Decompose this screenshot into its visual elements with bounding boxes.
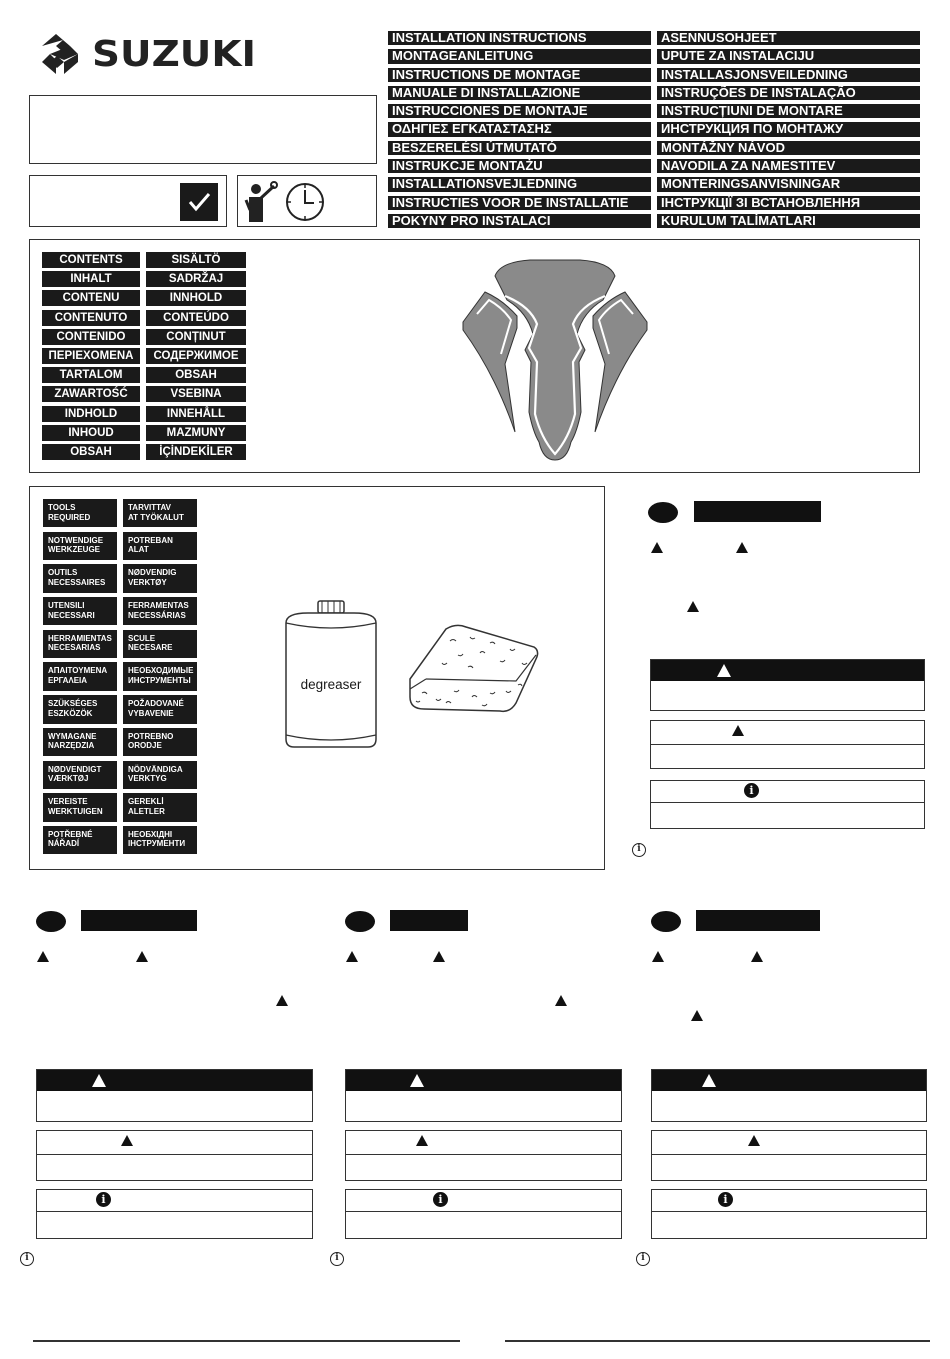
contents-label: MAZMUNY bbox=[146, 425, 246, 441]
brand-name: SUZUKI bbox=[92, 33, 256, 75]
language-code-badge bbox=[36, 911, 66, 932]
tools-required-label: OUTILS NECESSAIRES bbox=[43, 564, 117, 592]
warning-triangle-icon bbox=[732, 725, 744, 736]
caution-notice-box bbox=[651, 1130, 927, 1181]
instruction-title-label: INSTALLATIONSVEJLEDNING bbox=[388, 177, 651, 191]
instruction-title-label: INSTRUCTIES VOOR DE INSTALLATIE bbox=[388, 196, 651, 210]
footer-rule bbox=[505, 1340, 930, 1342]
info-icon: i bbox=[744, 783, 759, 798]
tools-required-label: POTREBAN ALAT bbox=[123, 532, 197, 560]
instruction-title-label: MONTÁŽNY NÁVOD bbox=[657, 141, 920, 155]
language-code-badge bbox=[651, 911, 681, 932]
warning-triangle-icon bbox=[276, 995, 288, 1006]
contents-label: CONTENTS bbox=[42, 252, 140, 268]
warning-triangle-icon bbox=[702, 1070, 716, 1087]
tools-required-labels bbox=[43, 499, 197, 854]
instruction-title-label: INSTRUCȚIUNI DE MONTARE bbox=[657, 104, 920, 118]
caution-header bbox=[37, 1135, 312, 1155]
info-icon: i bbox=[636, 1252, 650, 1266]
tools-required-label: GEREKLİ ALETLER bbox=[123, 793, 197, 821]
time-box bbox=[237, 175, 377, 227]
info-icon: i bbox=[20, 1252, 34, 1266]
instruction-title-label: INSTRUCTIONS DE MONTAGE bbox=[388, 68, 651, 82]
caution-notice-box bbox=[650, 720, 925, 769]
warning-triangle-icon bbox=[691, 1010, 703, 1021]
contents-label: ΠΕΡΙΕΧΟΜΕΝΑ bbox=[42, 348, 140, 364]
instruction-title-label: INSTRUKCJE MONTAŻU bbox=[388, 159, 651, 173]
contents-label: INNEHÅLL bbox=[146, 406, 246, 422]
note-header bbox=[651, 783, 924, 803]
instruction-title-label: ИНСТРУКЦИЯ ПО МОНТАЖУ bbox=[657, 122, 920, 136]
contents-label: CONTEÚDO bbox=[146, 310, 246, 326]
section-heading-bar bbox=[694, 501, 821, 522]
contents-label: SADRŽAJ bbox=[146, 271, 246, 287]
warning-header bbox=[651, 660, 924, 681]
contents-label: СОДЕРЖИМОЕ bbox=[146, 348, 246, 364]
note-notice-box bbox=[36, 1189, 313, 1239]
warning-notice-box bbox=[36, 1069, 313, 1122]
instruction-title-label: MONTERINGSANVISNINGAR bbox=[657, 177, 920, 191]
contents-label: OBSAH bbox=[42, 444, 140, 460]
warning-triangle-icon bbox=[92, 1070, 106, 1087]
windscreen-part-illustration bbox=[455, 254, 655, 466]
caution-notice-box bbox=[36, 1130, 313, 1181]
warning-triangle-icon bbox=[346, 951, 358, 962]
tools-required-box bbox=[29, 486, 605, 870]
suzuki-logo bbox=[36, 32, 268, 76]
sponge-icon bbox=[406, 619, 542, 731]
warning-triangle-icon bbox=[751, 951, 763, 962]
section-heading-bar bbox=[390, 910, 468, 931]
checkmark-icon bbox=[180, 183, 218, 221]
tools-required-label: POŽADOVANÉ VYBAVENIE bbox=[123, 695, 197, 723]
tools-required-label: HERRAMIENTAS NECESARIAS bbox=[43, 630, 117, 658]
warning-header bbox=[346, 1070, 621, 1091]
warning-triangle-icon bbox=[416, 1135, 428, 1146]
warning-triangle-icon bbox=[136, 951, 148, 962]
difficulty-box bbox=[29, 175, 227, 227]
contents-label: INDHOLD bbox=[42, 406, 140, 422]
instruction-title-label: POKYNY PRO INSTALACI bbox=[388, 214, 651, 228]
note-header bbox=[37, 1192, 312, 1212]
info-icon: i bbox=[96, 1192, 111, 1207]
contents-label: VSEBINA bbox=[146, 386, 246, 402]
note-notice-box bbox=[345, 1189, 622, 1239]
caution-notice-box bbox=[345, 1130, 622, 1181]
note-header bbox=[346, 1192, 621, 1212]
degreaser-label: degreaser bbox=[300, 677, 362, 692]
part-description-box bbox=[29, 95, 377, 164]
tools-required-label: NÖDVÄNDIGA VERKTYG bbox=[123, 761, 197, 789]
warning-triangle-icon bbox=[651, 542, 663, 553]
tools-required-label: POTŘEBNÉ NÁŘADÍ bbox=[43, 826, 117, 854]
instruction-title-label: INSTALLATION INSTRUCTIONS bbox=[388, 31, 651, 45]
contents-label: INNHOLD bbox=[146, 290, 246, 306]
section-heading-bar bbox=[696, 910, 820, 931]
instruction-title-label: ASENNUSOHJEET bbox=[657, 31, 920, 45]
language-code-badge bbox=[648, 502, 678, 523]
mechanic-icon bbox=[244, 180, 278, 224]
contents-label: OBSAH bbox=[146, 367, 246, 383]
instruction-title-label: INSTALLASJONSVEILEDNING bbox=[657, 68, 920, 82]
warning-notice-box bbox=[650, 659, 925, 711]
tools-required-label: НЕОБХІДНІ ІНСТРУМЕНТИ bbox=[123, 826, 197, 854]
instruction-title-label: BESZERELÉSI ÚTMUTATÓ bbox=[388, 141, 651, 155]
warning-notice-box bbox=[345, 1069, 622, 1122]
tools-required-label: FERRAMENTAS NECESSÁRIAS bbox=[123, 597, 197, 625]
tools-required-label: SZÜKSÉGES ESZKÖZÖK bbox=[43, 695, 117, 723]
contents-label: CONTENU bbox=[42, 290, 140, 306]
info-icon: i bbox=[330, 1252, 344, 1266]
contents-label: INHOUD bbox=[42, 425, 140, 441]
tools-required-label: НЕОБХОДИМЫЕ ИНСТРУМЕНТЫ bbox=[123, 662, 197, 690]
warning-triangle-icon bbox=[717, 660, 731, 677]
tools-required-label: UTENSILI NECESSARI bbox=[43, 597, 117, 625]
note-notice-box bbox=[650, 780, 925, 829]
warning-triangle-icon bbox=[37, 951, 49, 962]
instruction-title-label: ІНСТРУКЦІЇ ЗІ ВСТАНОВЛЕННЯ bbox=[657, 196, 920, 210]
instruction-title-label: INSTRUÇÕES DE INSTALAÇÃO bbox=[657, 86, 920, 100]
caution-header bbox=[346, 1135, 621, 1155]
warning-triangle-icon bbox=[433, 951, 445, 962]
instruction-title-label: KURULUM TALİMATLARI bbox=[657, 214, 920, 228]
warning-triangle-icon bbox=[410, 1070, 424, 1087]
tools-required-label: TOOLS REQUIRED bbox=[43, 499, 117, 527]
contents-label: TARTALOM bbox=[42, 367, 140, 383]
contents-label: ZAWARTOŚĆ bbox=[42, 386, 140, 402]
instruction-title-label: ΟΔΗΓΙΕΣ ΕΓΚΑΤΑΣΤΑΣΗΣ bbox=[388, 122, 651, 136]
tools-required-label: SCULE NECESARE bbox=[123, 630, 197, 658]
tools-required-label: ΑΠΑΙΤΟΥΜΕΝΑ ΕΡΓΑΛΕΙΑ bbox=[43, 662, 117, 690]
tools-required-label: TARVITTAV AT TYÖKALUT bbox=[123, 499, 197, 527]
contents-label: INHALT bbox=[42, 271, 140, 287]
warning-header bbox=[37, 1070, 312, 1091]
instruction-title-label: UPUTE ZA INSTALACIJU bbox=[657, 49, 920, 63]
contents-labels bbox=[42, 252, 246, 460]
footer-rule bbox=[33, 1340, 460, 1342]
contents-label: CONTENUTO bbox=[42, 310, 140, 326]
instruction-title-label: MONTAGEANLEITUNG bbox=[388, 49, 651, 63]
tools-required-label: NØDVENDIG VERKTØY bbox=[123, 564, 197, 592]
warning-triangle-icon bbox=[687, 601, 699, 612]
section-heading-bar bbox=[81, 910, 197, 931]
warning-triangle-icon bbox=[736, 542, 748, 553]
warning-notice-box bbox=[651, 1069, 927, 1122]
contents-box bbox=[29, 239, 920, 473]
tools-required-label: POTREBNO ORODJE bbox=[123, 728, 197, 756]
contents-label: SISÄLTÖ bbox=[146, 252, 246, 268]
clock-icon bbox=[284, 181, 326, 223]
contents-label: İÇİNDEKİLER bbox=[146, 444, 246, 460]
warning-triangle-icon bbox=[555, 995, 567, 1006]
warning-triangle-icon bbox=[121, 1135, 133, 1146]
note-header bbox=[652, 1192, 926, 1212]
tools-required-label: NOTWENDIGE WERKZEUGE bbox=[43, 532, 117, 560]
tools-required-label: VEREISTE WERKTUIGEN bbox=[43, 793, 117, 821]
tools-required-label: NØDVENDIGT VÆRKTØJ bbox=[43, 761, 117, 789]
tools-required-label: WYMAGANE NARZĘDZIA bbox=[43, 728, 117, 756]
contents-label: CONTENIDO bbox=[42, 329, 140, 345]
warning-triangle-icon bbox=[748, 1135, 760, 1146]
contents-label: CONȚINUT bbox=[146, 329, 246, 345]
language-code-badge bbox=[345, 911, 375, 932]
instruction-title-label: MANUALE DI INSTALLAZIONE bbox=[388, 86, 651, 100]
instruction-titles bbox=[388, 31, 920, 228]
info-icon: i bbox=[632, 843, 646, 857]
info-icon: i bbox=[433, 1192, 448, 1207]
instruction-title-label: INSTRUCCIONES DE MONTAJE bbox=[388, 104, 651, 118]
suzuki-s-icon bbox=[36, 32, 84, 76]
warning-header bbox=[652, 1070, 926, 1091]
caution-header bbox=[652, 1135, 926, 1155]
note-notice-box bbox=[651, 1189, 927, 1239]
info-icon: i bbox=[718, 1192, 733, 1207]
instruction-title-label: NAVODILA ZA NAMESTITEV bbox=[657, 159, 920, 173]
warning-triangle-icon bbox=[652, 951, 664, 962]
caution-header bbox=[651, 725, 924, 745]
degreaser-can-icon bbox=[278, 599, 384, 749]
